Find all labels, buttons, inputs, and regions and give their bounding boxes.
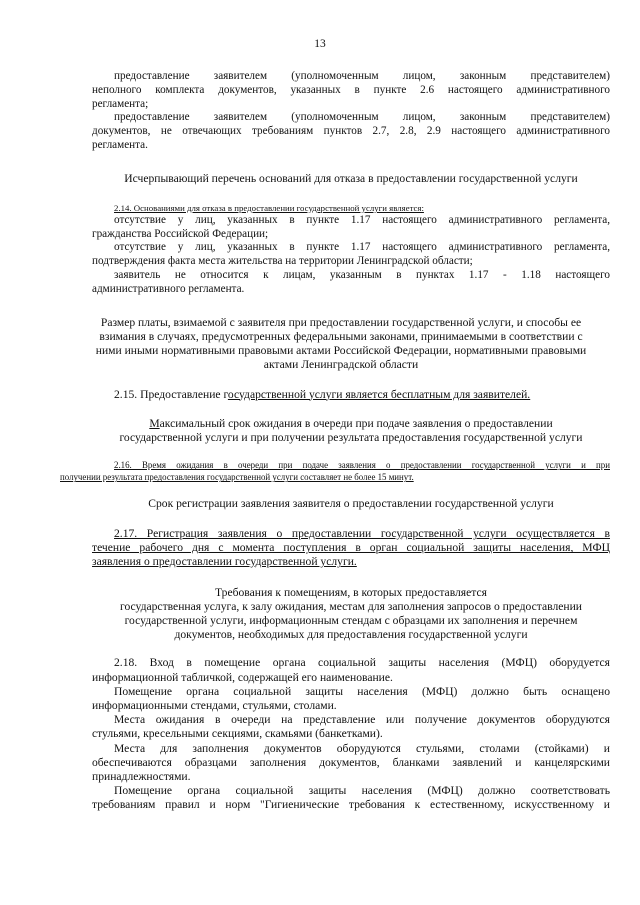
text-line	[92, 417, 610, 431]
text-line: взимания в случаях, предусмотренных федеральными законами, принимаемыми в соответствии с	[99, 329, 583, 343]
text-line: информационными стендами, стульями, столами.	[92, 698, 337, 712]
text-line: государственная услуга, к залу ожидания, местам для заполнения запросов о предоставлении	[119, 600, 582, 614]
text-line: предоставление заявителем (уполномоченным лицом, законным представителем)	[114, 111, 610, 124]
page-number: 13	[314, 38, 326, 50]
text-line: информационной табличкой, содержащей его наименование.	[92, 670, 393, 684]
text-line: отсутствие у лиц, указанных в пункте 1.17 настоящего административного регламента,	[114, 213, 610, 226]
text-line: 2.16. Время ожидания в очереди при подаче заявления о предоставлении государственной услуги и при	[114, 460, 610, 471]
text-line: актами Ленинградской области	[263, 357, 419, 371]
heading-waiting-time	[92, 417, 610, 445]
text-line: заявитель не относится к лицам, указанным в пунктах 1.17 - 1.18 настоящего	[114, 268, 610, 281]
heading-registration-term: Срок регистрации заявления заявителя о предоставлении государственной услуги	[148, 497, 554, 511]
text-line: Помещение органа социальной защиты населения (МФЦ) должно быть оснащено	[114, 684, 610, 698]
text-line: документов, не отвечающих требованиям пунктов 2.7, 2.8, 2.9 настоящего административного	[92, 125, 610, 138]
text-line: 2.18. Вход в помещение органа социальной защиты населения (МФЦ) оборудуется	[114, 656, 610, 670]
section-2-18-stands	[92, 685, 610, 713]
section-2-18-requirements	[92, 784, 610, 812]
text-line: стульями, кресельными секциями, скамьями (банкетками).	[92, 727, 383, 741]
text-line: отсутствие у лиц, указанных в пункте 1.17 настоящего административного регламента,	[114, 241, 610, 254]
section-2-14-title: 2.14. Основаниями для отказа в предоставлении государственной услуги является:	[114, 202, 424, 213]
text-line: Требования к помещениям, в которых предоставляется	[215, 586, 487, 600]
text-line: административного регламента.	[92, 282, 245, 295]
section-2-15	[92, 388, 610, 402]
text-line: документов, необходимых для предоставления государственной услуги	[174, 628, 528, 642]
text-line: предоставление заявителем (уполномоченным лицом, законным представителем)	[114, 70, 610, 82]
heading-refusal-grounds: Исчерпывающий перечень оснований для отказа в предоставлении государственной услуги	[124, 171, 578, 185]
text-line: обеспечиваются образцами заполнения документов, бланками заявлений и канцелярскими	[92, 755, 610, 769]
section-2-18-entrance	[92, 656, 610, 684]
text-line: течение рабочего дня с момента поступления в орган социальной защиты населения, МФЦ	[92, 541, 610, 555]
text-line: Места для заполнения документов оборудуются стульями, столами (стойками) и	[114, 741, 610, 755]
text-line: 2.17. Регистрация заявления о предоставлении государственной услуги осуществляется в	[114, 527, 610, 541]
refusal-item-residence	[92, 241, 610, 269]
text-line: принадлежностями.	[92, 769, 191, 783]
heading-premises-requirements	[92, 586, 610, 642]
text-fragment: 2.15. Предоставление г	[114, 387, 228, 401]
text-line: Места ожидания в очереди на представление или получение документов оборудуются	[114, 713, 610, 727]
text-line: ними иными нормативными правовыми актами Российской Федерации, нормативными правовыми	[95, 343, 587, 357]
text-line: неполного комплекта документов, указанных в пункте 2.6 настоящего административного	[92, 83, 610, 96]
text-line: получении результата предоставления государственной услуги составляет не более 15 минут.	[60, 472, 414, 483]
heading-fee	[64, 316, 618, 372]
section-2-18-filling-places	[92, 742, 610, 785]
text-line: требованиям правил и норм "Гигиенические требования к естественному, искусственному и	[92, 798, 610, 812]
document-body	[60, 70, 610, 813]
text-line: Помещение органа социальной защиты населения (МФЦ) должно соответствовать	[114, 784, 610, 798]
text-line: регламента.	[92, 138, 148, 151]
text-line: государственной услуги и при получении результата предоставления государственной услуги	[119, 431, 583, 445]
text-fragment-underlined: М	[149, 417, 160, 431]
refusal-item-citizenship	[92, 214, 610, 242]
text-line: заявления о предоставлении государственной услуги.	[92, 555, 357, 569]
paragraph-incomplete-docs	[92, 70, 610, 111]
text-fragment-underlined: осударственной услуги является бесплатным для заявителей.	[227, 387, 531, 401]
refusal-item-category	[92, 269, 610, 297]
section-2-18-waiting-places	[92, 713, 610, 741]
paragraph-nonconforming-docs	[92, 111, 610, 152]
text-line: Размер платы, взимаемой с заявителя при предоставлении государственной услуги, и способы ее	[100, 315, 582, 329]
section-2-17	[92, 527, 610, 569]
text-line: подтверждения факта места жительства на территории Ленинградской области;	[92, 255, 473, 268]
text-line: государственной услуги, информационным стендам с образцами их заполнения и перечнем	[124, 614, 578, 628]
text-line: гражданства Российской Федерации;	[92, 227, 269, 240]
section-2-16	[60, 459, 610, 483]
text-fragment: аксимальный срок ожидания в очереди при подаче заявления о предоставлении	[159, 417, 553, 431]
text-line: регламента;	[92, 97, 149, 110]
